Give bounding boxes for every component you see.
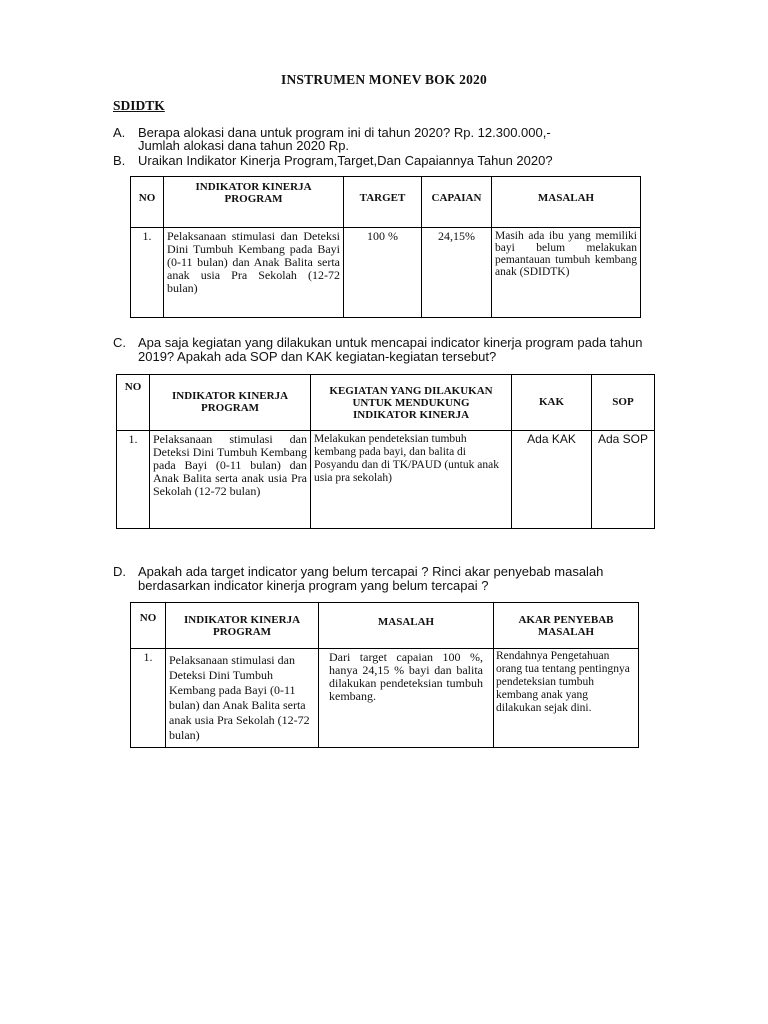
table2-header-indikator: INDIKATOR KINERJA PROGRAM [150, 375, 311, 431]
table3-header-akar: AKAR PENYEBAB MASALAH [494, 603, 639, 649]
table2-cell-sop: Ada SOP [592, 431, 655, 529]
table1-cell-masalah: Masih ada ibu yang memiliki bayi belum melakukan pemantauan tumbuh kembang anak (SDIDTK) [492, 228, 641, 318]
question-a-line2: Jumlah alokasi dana tahun 2020 Rp. [138, 138, 350, 153]
table1-header-indikator: INDIKATOR KINERJA PROGRAM [164, 177, 344, 228]
question-d-line2: berdasarkan indicator kinerja program yang belum tercapai ? [138, 578, 489, 593]
table2-cell-kegiatan: Melakukan pendeteksian tumbuh kembang pada bayi, dan balita di Posyandu dan di TK/PAUD (untuk anak usia pra sekolah) [311, 431, 512, 529]
table2-cell-kak: Ada KAK [512, 431, 592, 529]
table2-header-kak: KAK [512, 375, 592, 431]
question-c-line1: Apa saja kegiatan yang dilakukan untuk mencapai indicator kinerja program pada tahun [138, 335, 643, 350]
question-b-letter: B. [113, 153, 126, 168]
question-c-line2: 2019? Apakah ada SOP dan KAK kegiatan-kegiatan tersebut? [138, 349, 497, 364]
document-title: INSTRUMEN MONEV BOK 2020 [281, 72, 487, 87]
table1-cell-target: 100 % [344, 228, 422, 318]
table2-cell-no: 1. [117, 431, 150, 529]
table-kegiatan-kak-sop [116, 374, 655, 529]
question-d-letter: D. [113, 564, 126, 579]
question-d-line1: Apakah ada target indicator yang belum tercapai ? Rinci akar penyebab masalah [138, 564, 604, 579]
table1-header-capaian: CAPAIAN [422, 177, 492, 228]
table2-header-row [117, 375, 655, 431]
table-indikator-target-capaian [130, 176, 641, 318]
table3-cell-no: 1. [131, 649, 166, 748]
table1-header-target: TARGET [344, 177, 422, 228]
table2-cell-indikator: Pelaksanaan stimulasi dan Deteksi Dini Tumbuh Kembang pada Bayi (0-11 bulan) dan Anak Balita serta anak usia Pra Sekolah (12-72 bulan) [150, 431, 311, 529]
table3-cell-indikator: Pelaksanaan stimulasi dan Deteksi Dini Tumbuh Kembang pada Bayi (0-11 bulan) dan Anak Balita serta anak usia Pra Sekolah (12-72 bulan) [166, 649, 319, 748]
table3-header-row [131, 603, 639, 649]
table1-cell-no: 1. [131, 228, 164, 318]
table3-header-indikator: INDIKATOR KINERJA PROGRAM [166, 603, 319, 649]
table2-header-sop: SOP [592, 375, 655, 431]
question-a-line1: Berapa alokasi dana untuk program ini di tahun 2020? Rp. 12.300.000,- [138, 125, 551, 140]
table1-header-masalah: MASALAH [492, 177, 641, 228]
table-row [131, 228, 641, 318]
question-a-letter: A. [113, 125, 126, 140]
table-row [117, 431, 655, 529]
table3-cell-masalah: Dari target capaian 100 %, hanya 24,15 % bayi dan balita dilakukan pendeteksian tumbuh kembang. [319, 649, 494, 748]
table1-cell-indikator: Pelaksanaan stimulasi dan Deteksi Dini Tumbuh Kembang pada Bayi (0-11 bulan) dan Anak Balita serta anak usia Pra Sekolah (12-72 bulan) [164, 228, 344, 318]
question-b [113, 154, 673, 170]
table3-cell-akar: Rendahnya Pengetahuan orang tua tentang pentingnya pendeteksian tumbuh kembang anak yang dilakukan sejak dini. [494, 649, 639, 748]
section-heading: SDIDTK [113, 98, 165, 113]
table1-header-no: NO [131, 177, 164, 228]
table3-header-no: NO [131, 603, 166, 649]
table2-header-no: NO [117, 375, 150, 431]
table-masalah-akar-penyebab [130, 602, 639, 748]
question-c-letter: C. [113, 335, 126, 350]
table1-cell-capaian: 24,15% [422, 228, 492, 318]
table-row [131, 649, 639, 748]
question-b-line1: Uraikan Indikator Kinerja Program,Target,Dan Capaiannya Tahun 2020? [138, 153, 553, 168]
table1-header-row [131, 177, 641, 228]
table3-header-masalah: MASALAH [319, 603, 494, 649]
table2-header-kegiatan: KEGIATAN YANG DILAKUKAN UNTUK MENDUKUNG INDIKATOR KINERJA [311, 375, 512, 431]
